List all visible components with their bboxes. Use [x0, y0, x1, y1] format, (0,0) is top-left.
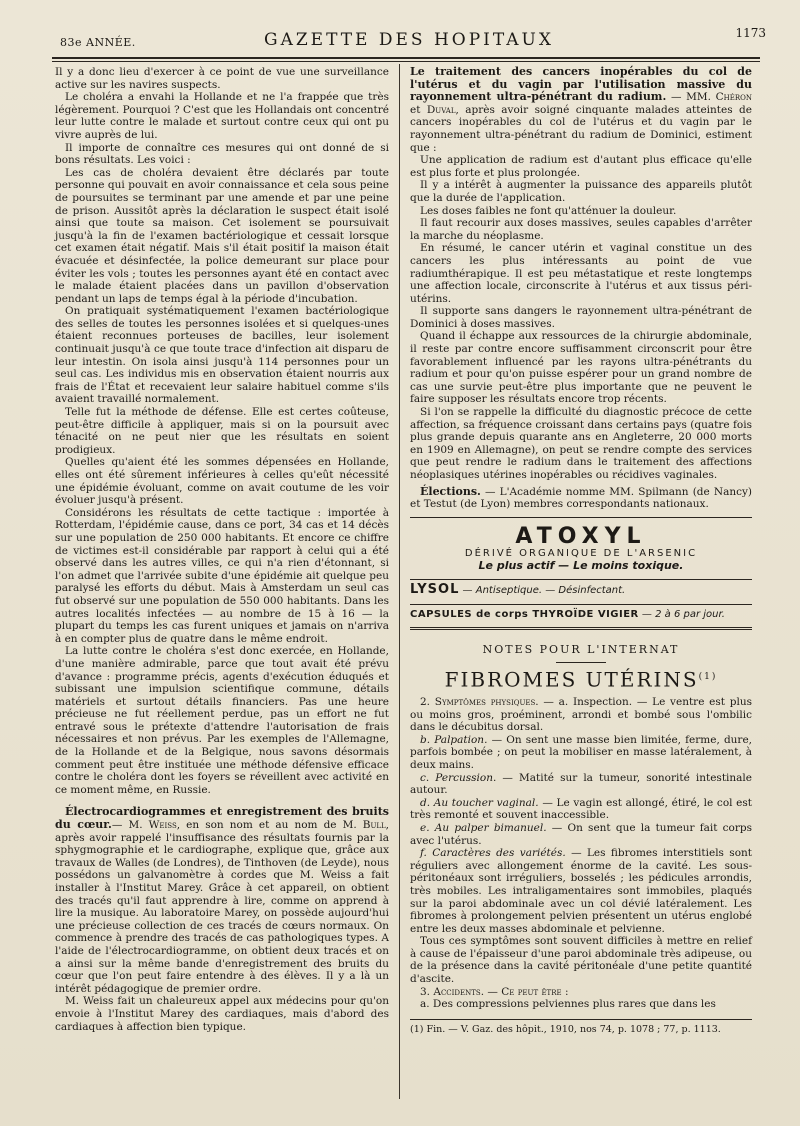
notes-item-label: d. Au toucher vaginal.	[420, 796, 539, 809]
paragraph: Il supporte sans dangers le rayonnement ultra-pénétrant de Dominici à doses massives.	[410, 305, 752, 330]
paragraph: Il y a donc lieu d'exercer à ce point de vue une surveillance active sur les navires suspects.	[55, 66, 389, 91]
lysol-desc: — Antiseptique. — Désinfectant.	[459, 584, 626, 596]
notes-item-label: f. Caractères des variétés.	[420, 847, 566, 860]
paragraph: Une application de radium est d'autant plus efficace qu'elle est plus forte et plus prolongée.	[410, 154, 752, 179]
paragraph: Si l'on se rappelle la difficulté du diagnostic précoce de cette affection, sa fréquence croissant dans certains pays (quatre fois plus grande depuis quarante ans en Angleterre, 20 000 morts en 1909 en Allemagne), on peut se rendre compte des services que peut rendre le radium dans le traitement des affections néoplasiques utérines inopérables ou récidives vaginales.	[410, 406, 752, 481]
atoxyl-name: ATOXYL	[515, 523, 647, 549]
notes-item	[410, 822, 752, 847]
elections-body: — L'Académie nomme MM. Spilmann (de Nancy) et Testut (de Lyon) membres correspondants nationaux.	[410, 485, 752, 511]
notes-item-text: — On sent une masse bien limitée, ferme, dure, parfois bombée ; on peut la mobiliser en masse latéralement, à deux mains.	[410, 733, 752, 771]
capsules-ad	[410, 609, 752, 622]
author-bull: Bull	[362, 819, 386, 832]
ad-double-rule	[410, 627, 752, 630]
author-duval: Duval	[426, 103, 456, 116]
paragraph: Les doses faibles ne font qu'atténuer la douleur.	[420, 204, 677, 217]
notes-rule	[556, 662, 606, 663]
paragraph: Il faut recourir aux doses massives, seules capables d'arrêter la marche du néoplasme.	[410, 217, 752, 242]
paragraph: Il importe de connaître ces mesures qui ont donné de si bons résultats. Les voici :	[55, 141, 389, 167]
notes-item	[410, 696, 752, 734]
notes-item	[410, 772, 752, 797]
ad-rule	[410, 579, 752, 580]
fibromes-title-text: FIBROMES UTÉRINS	[444, 667, 699, 692]
column-divider	[399, 64, 400, 1099]
paragraph: Le choléra a envahi la Hollande et ne l'a frappée que très légèrement. Pourquoi ? C'est que les Hollandais ont concentré leur lutte contre le malade et surtout contre ceux qui ont pu vivre auprès de lui.	[55, 91, 389, 141]
ad-rule	[410, 604, 752, 605]
cancer-body: , après avoir soigné cinquante malades atteintes de cancers inopérables du col de l'utérus et du vagin par le rayonnement ultra-pénétrant du radium de Dominici, estiment que :	[410, 103, 752, 154]
header-rule-thin	[52, 61, 760, 62]
notes-item-text: — Les fibromes interstitiels sont réguliers avec allongement énorme de la cavité. Les sous-péritonéaux sont irréguliers, bosselés ; les pédicules arrondis, très mobiles. Les intraligamentaires sont immobiles, plaqués sur la paroi abdominale avec un col dévié latéralement. Les fibromes à prolongement pelvien présentent un utérus englobé entre les deux masses abdominale et pelvienne.	[410, 847, 752, 935]
atoxyl-subtitle: DÉRIVÉ ORGANIQUE DE L'ARSENIC	[464, 547, 698, 559]
accidents-heading: 3. Accidents. — Ce peut être :	[420, 985, 569, 998]
elections-article	[410, 486, 752, 511]
notes-item-label: e. Au palper bimanuel.	[420, 821, 547, 834]
fibromes-title	[410, 667, 752, 692]
cancer-and: et	[410, 103, 427, 116]
paragraph: M. Weiss fait un chaleureux appel aux médecins pour qu'on envoie à l'Institut Marey des cardiaques, mais d'abord des cardiaques à affection bien typique.	[55, 995, 389, 1033]
right-column	[410, 66, 752, 1036]
page-number: 1173	[735, 26, 766, 40]
notes-item-text: — Matité sur la tumeur, sonorité intestinale autour.	[410, 771, 752, 797]
footnote-ref: (1)	[698, 671, 718, 682]
left-column	[55, 66, 389, 1033]
notes-item-label: b. Palpation.	[420, 733, 488, 746]
footnote: (1) Fin. — V. Gaz. des hôpit., 1910, nos 74, p. 1078 ; 77, p. 1113.	[410, 1023, 721, 1035]
electro-body: , après avoir rappelé l'insuffisance des résultats fournis par la sphygmographie et le cardiographe, explique que, grâce aux travaux de Walles (de Londres), de Tinthoven (de Leyde), nous possédons un galvanomètre à cordes que M. Weiss a fait installer à l'Institut Marey. Grâce à cet appareil, on obtient des tracés qu'il faut apprendre à lire, comme on apprend à lire la musique. Au laboratoire Marey, on possède aujourd'hui une précieuse collection de ces tracés de cœurs normaux. On commence à prendre des tracés de cas pathologiques types. A l'aide de l'électrocardiogramme, on obtient deux tracés et on a ainsi sur la même bande d'enregistrement des bruits du cœur que l'on peut faire entendre à des élèves. Il y a là un intérêt pédagogique de premier ordre.	[55, 819, 389, 995]
paragraph: Les cas de choléra devaient être déclarés par toute personne qui pouvait en avoir connaissance et cela sous peine de poursuites se terminant par une amende et par une peine de prison. Aussitôt après la déclaration le suspect était isolé ainsi que toute sa maison. Cet isolement se poursuivait jusqu'à la fin de l'examen bactériologique et cessait lorsque cet examen était négatif. Mais s'il était positif la maison était évacuée et désinfectée, la police demeurant sur place pour éviter les vols ; toutes les personnes ayant été en contact avec le malade étaient placées dans un pavillon d'observation pendant un laps de temps égal à la période d'incubation.	[55, 166, 389, 305]
capsules-name: CAPSULES de corps THYROÏDE VIGIER	[410, 608, 639, 620]
footnote-rule	[410, 1019, 752, 1020]
notes-item-text: — a. Inspection. — Le ventre est plus ou moins gros, proéminent, arrondi et bombé sous l'ombilic dans le décubitus dorsal.	[410, 696, 752, 734]
notes-section-title: NOTES POUR L'INTERNAT	[482, 643, 680, 657]
paragraph: Il y a intérêt à augmenter la puissance des appareils plutôt que la durée de l'application.	[410, 179, 752, 204]
author-weiss: Weiss	[148, 819, 177, 832]
author-cheron: Chéron	[715, 91, 752, 104]
header-rule	[52, 57, 760, 59]
paragraph: La lutte contre le choléra s'est donc exercée, en Hollande, d'une manière admirable, parce que tout avait été prévu d'avance : programme précis, agents d'exécution éduqués et subissant une impulsion scientifique commune, détails matériels et surtout détails financiers. Pas une heure précieuse ne fut réellement perdue, pas un effort ne fut entravé sous le prétexte d'attendre l'autorisation de frais nécessaires et non prévus. Par les exemples de l'Allemagne, de la Hollande et de la Belgique, nous savons désormais comment peut être instituée une méthode défensive efficace contre le choléra dont les foyers se réveillent avec activité en ce moment même, en Russie.	[55, 645, 389, 796]
capsules-desc: — 2 à 6 par jour.	[638, 608, 725, 620]
paragraph: Quelles qu'aient été les sommes dépensées en Hollande, elles ont été sûrement inférieures à celles qu'eût nécessité une épidémie évoluant, comme on avait coutume de les voir évoluer jusqu'à présent.	[55, 456, 389, 507]
notes-item	[410, 797, 752, 822]
notes-item	[410, 734, 752, 772]
electro-intro: — M.	[111, 819, 149, 832]
year-label: 83e ANNÉE.	[60, 36, 136, 49]
paragraph: Tous ces symptômes sont souvent difficiles à mettre en relief à cause de l'épaisseur d'une paroi abdominale très adipeuse, ou de la présence dans la cavité péritonéale d'une petite quantité d'ascite.	[410, 935, 752, 986]
paragraph: On pratiquait systématiquement l'examen bactériologique des selles de toutes les personnes isolées et si quelques-unes étaient reconnues porteuses de bacilles, leur isolement continuait jusqu'à ce que toute trace d'infection ait disparu de leur intestin. On isola ainsi jusqu'à 114 personnes pour un seul cas. Les individus mis en observation étaient nourris aux frais de l'État et recevaient leur salaire habituel comme s'ils avaient travaillé normalement.	[55, 305, 389, 406]
journal-title: GAZETTE DES HOPITAUX	[263, 30, 554, 50]
ad-rule	[410, 517, 752, 518]
atoxyl-ad	[410, 523, 752, 573]
notes-item-label: 2. Symptômes physiques.	[420, 696, 539, 708]
atoxyl-tagline: Le plus actif — Le moins toxique.	[478, 559, 684, 573]
elections-heading: Élections.	[420, 484, 481, 498]
paragraph: En résumé, le cancer utérin et vaginal constitue un des cancers les plus intéressants au point de vue radiumthérapique. Il est peu métastatique et reste longtemps une affection locale, circonscrite à l'utérus et aux tissus péri-utérins.	[410, 242, 752, 305]
electro-mid: , en son nom et au nom de M.	[176, 819, 363, 832]
paragraph: a. Des compressions pelviennes plus rares que dans les	[420, 998, 716, 1011]
paragraph: Quand il échappe aux ressources de la chirurgie abdominale, il reste par contre encore suffisamment circonscrit pour être favorablement influencé par les rayons ultra-pénétrants du radium et pour qu'on puisse espérer pour un grand nombre de cas une survie peut-être plus importante que ne peuvent le faire supposer les résultats encore trop récents.	[410, 330, 752, 406]
paragraph: Considérons les résultats de cette tactique : importée à Rotterdam, l'épidémie cause, dans ce port, 34 cas et 14 décès sur une population de 250 000 habitants. Et encore ce chiffre de victimes est-il considérable par rapport à celui qui a été observé dans les autres villes, ce qui n'a rien d'étonnant, si l'on admet que l'arrivée subite d'une épidémie ait quelque peu paralysé les efforts du début. Mais à Amsterdam un seul cas fut observé sur une population de 550 000 habitants. Dans les autres localités infectées — au nombre de 15 à 16 — la plupart du temps les cas furent uniques et jamais on n'arriva à en compter plus de quatre dans le même endroit.	[55, 506, 389, 645]
electro-article	[55, 806, 389, 995]
electro-heading: Électrocardiogrammes et enregistrement des bruits du cœur.	[55, 805, 389, 832]
notes-item	[410, 847, 752, 935]
notes-item-text: — On sent que la tumeur fait corps avec l'utérus.	[410, 821, 753, 847]
cancer-heading: Le traitement des cancers inopérables du col de l'utérus et du vagin par l'utilisation massive du rayonnement ultra-pénétrant du radium.	[410, 65, 752, 104]
notes-item-label: c. Percussion.	[420, 771, 497, 784]
cancer-article	[410, 66, 752, 154]
paragraph: Telle fut la méthode de défense. Elle est certes coûteuse, peut-être difficile à appliquer, mais si on la poursuit avec ténacité on ne peut nier que les résultats en soient prodigieux.	[55, 406, 389, 456]
notes-item-text: — Le vagin est allongé, étiré, le col est très remonté et souvent inaccessible.	[410, 796, 753, 822]
lysol-ad	[410, 581, 752, 598]
page-header	[48, 24, 770, 54]
cancer-intro: — MM.	[666, 91, 716, 104]
lysol-name: LYSOL	[410, 581, 460, 597]
